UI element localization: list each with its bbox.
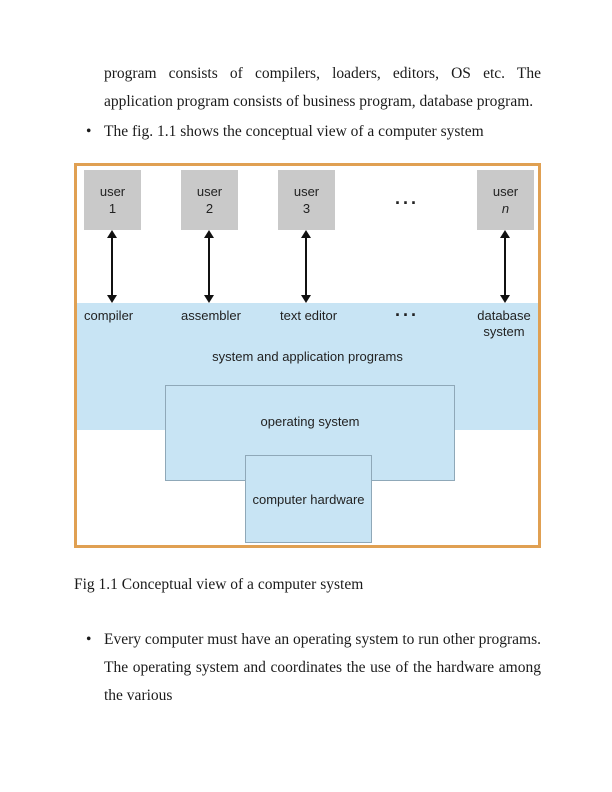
- double-arrow-icon: [305, 232, 307, 301]
- database-line2: system: [483, 324, 525, 339]
- program-label-text-editor: text editor: [280, 308, 338, 323]
- user-box-1: [84, 170, 141, 230]
- double-arrow-icon: [208, 232, 210, 301]
- bullet-text: Every computer must have an operating system to run other programs. The operating system and coordinates the use of the hardware among the various: [104, 631, 541, 704]
- user-box-n: [477, 170, 534, 230]
- figure-caption: Fig 1.1 Conceptual view of a computer system: [74, 576, 364, 593]
- user-box-label: user: [196, 184, 223, 199]
- bullet-item: [86, 626, 541, 710]
- double-arrow-icon: [111, 232, 113, 301]
- bullet-text: The fig. 1.1 shows the conceptual view of a computer system: [104, 123, 484, 140]
- database-line1: database: [477, 308, 531, 323]
- user-box-number: n: [501, 201, 510, 216]
- user-box-label: user: [99, 184, 126, 199]
- user-box-label: user: [293, 184, 320, 199]
- user-box-2: [181, 170, 238, 230]
- double-arrow-icon: [504, 232, 506, 301]
- program-label-assembler: assembler: [181, 308, 241, 323]
- user-box-number: 2: [205, 201, 214, 216]
- computer-hardware-box: [245, 455, 372, 543]
- program-label-database-system: [473, 308, 535, 340]
- bullet-marker: •: [86, 123, 92, 140]
- paragraph: program consists of compilers, loaders, editors, OS etc. The application program consists of business program, database program.: [104, 65, 541, 110]
- bullet-item: [86, 118, 541, 146]
- user-box-3: [278, 170, 335, 230]
- bullet-marker: •: [86, 631, 92, 648]
- ellipsis-users: ...: [395, 188, 420, 208]
- operating-system-label: operating system: [260, 414, 360, 429]
- computer-hardware-label: computer hardware: [252, 491, 365, 507]
- band-label: system and application programs: [212, 349, 403, 364]
- user-box-number: 3: [302, 201, 311, 216]
- program-label-compiler: compiler: [84, 308, 134, 323]
- figure-conceptual-view: [74, 163, 541, 548]
- user-box-number: 1: [108, 201, 117, 216]
- ellipsis-programs: ...: [395, 300, 420, 320]
- user-box-label: user: [492, 184, 519, 199]
